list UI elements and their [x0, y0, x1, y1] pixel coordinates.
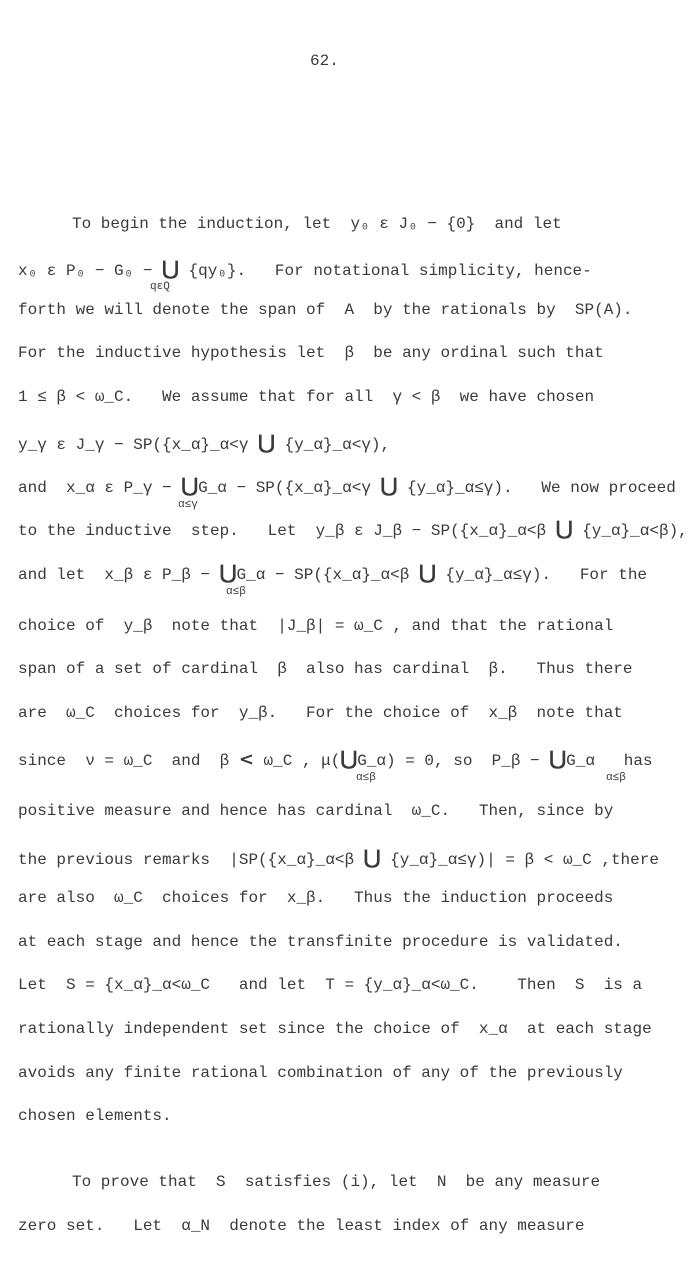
- text-line: and let x_β ε P_β − ⋃G_α − SP({x_α}_α<β ⋃ {y_α}_α≤γ). For the: [18, 560, 648, 584]
- text-line: To prove that S satisfies (i), let N be any measure: [72, 1173, 601, 1191]
- union-limit: qεQ: [150, 281, 170, 293]
- text-line: For the inductive hypothesis let β be any ordinal such that: [18, 344, 604, 362]
- page-number: 62.: [310, 52, 339, 70]
- union-limit: α≤β: [356, 772, 376, 784]
- text-line: forth we will denote the span of A by the rationals by SP(A).: [18, 301, 633, 319]
- text-line: since ν = ω_C and β < ω_C , μ(⋃G_α) = 0, so P_β − ⋃G_α has: [18, 746, 653, 770]
- union-limit: α≤β: [606, 772, 626, 784]
- union-symbol: ⋃: [363, 845, 381, 869]
- union-symbol: ⋃: [162, 256, 179, 280]
- text-line: avoids any finite rational combination of any of the previously: [18, 1064, 623, 1082]
- text-line: chosen elements.: [18, 1107, 172, 1125]
- text-line: positive measure and hence has cardinal ω_C. Then, since by: [18, 802, 614, 820]
- text-line: are ω_C choices for y_β. For the choice of x_β note that: [18, 704, 623, 722]
- text-line: x₀ ε P₀ − G₀ − ⋃ {qy₀}. For notational simplicity, hence-: [18, 256, 592, 280]
- union-symbol: ⋃: [181, 473, 199, 497]
- union-limit: α≤γ: [178, 499, 198, 511]
- union-symbol: ⋃: [555, 516, 573, 540]
- text-line: to the inductive step. Let y_β ε J_β − SP({x_α}_α<β ⋃ {y_α}_α<β),: [18, 516, 688, 540]
- text-line: are also ω_C choices for x_β. Thus the induction proceeds: [18, 889, 614, 907]
- text-line: To begin the induction, let y₀ ε J₀ − {0} and let: [72, 215, 562, 233]
- union-symbol: ⋃: [219, 560, 237, 584]
- text-line: 1 ≤ β < ω_C. We assume that for all γ < β we have chosen: [18, 388, 595, 406]
- text-line: y_γ ε J_γ − SP({x_α}_α<γ ⋃ {y_α}_α<γ),: [18, 430, 391, 454]
- less-symbol: <: [238, 749, 254, 770]
- text-line: at each stage and hence the transfinite procedure is validated.: [18, 933, 623, 951]
- union-symbol: ⋃: [549, 746, 567, 770]
- text-line: Let S = {x_α}_α<ω_C and let T = {y_α}_α<ω_C. Then S is a: [18, 976, 643, 994]
- text-line: and x_α ε P_γ − ⋃G_α − SP({x_α}_α<γ ⋃ {y_α}_α≤γ). We now proceed: [18, 473, 676, 497]
- text-line: span of a set of cardinal β also has cardinal β. Thus there: [18, 660, 633, 678]
- union-symbol: ⋃: [418, 560, 436, 584]
- union-symbol: ⋃: [380, 473, 398, 497]
- union-symbol: ⋃: [258, 430, 275, 454]
- text-line: rationally independent set since the choice of x_α at each stage: [18, 1020, 652, 1038]
- text-line: zero set. Let α_N denote the least index of any measure: [18, 1217, 585, 1235]
- text-line: choice of y_β note that |J_β| = ω_C , and that the rational: [18, 617, 614, 635]
- union-limit: α≤β: [226, 586, 246, 598]
- text-line: the previous remarks |SP({x_α}_α<β ⋃ {y_α}_α≤γ)| = β < ω_C ,there: [18, 845, 659, 869]
- union-symbol: ⋃: [340, 746, 358, 770]
